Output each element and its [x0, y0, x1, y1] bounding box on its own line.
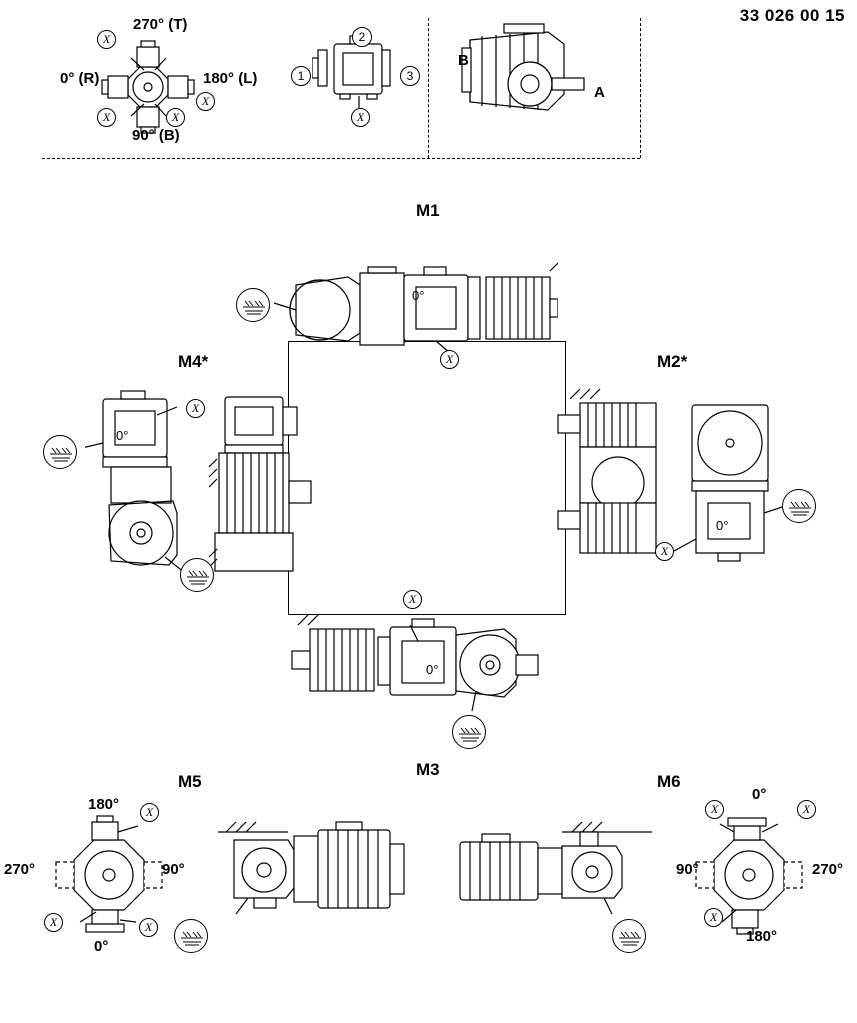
oil-symbol-m1 [236, 288, 270, 322]
terminal-box-position-2: 2 [352, 27, 372, 47]
angle-label-m4: 0° [116, 428, 129, 443]
x-marker-m5-bottomleft: X [44, 913, 63, 932]
shaft-position-top-label: 270° (T) [133, 16, 188, 33]
m5-angle-bottom: 0° [94, 938, 109, 955]
gear-unit-m2 [556, 383, 816, 583]
x-marker-m6-topleft: X [705, 800, 724, 819]
x-marker-m6-bottomleft: X [704, 908, 723, 927]
x-marker-m5-bottomright: X [139, 918, 158, 937]
shaft-position-diagram [100, 30, 210, 135]
x-marker-m4: X [186, 399, 205, 418]
mount-label-m6-text: M6 [657, 772, 681, 791]
gear-unit-m6 [452, 818, 672, 928]
m6-angle-bottom: 180° [746, 928, 778, 945]
mount-label-m1-text: M1 [416, 201, 440, 220]
document-number: 33 026 00 15 [739, 6, 845, 25]
mount-label-m2-asterisk: * [680, 352, 688, 371]
mount-label-m4-asterisk: * [201, 352, 209, 371]
oil-symbol-m4-bottom [180, 558, 214, 592]
group-m5-side [218, 818, 438, 928]
mount-label-m1 [416, 201, 440, 221]
m5-angle-left: 270° [4, 861, 36, 878]
legend-dash-right [640, 18, 641, 158]
legend-dash-bottom [42, 158, 640, 159]
oil-symbol-m4-left [43, 435, 77, 469]
oil-symbol-m3-glyph [453, 716, 486, 749]
angle-label-m1: 0° [412, 288, 425, 303]
legend-area [0, 0, 660, 165]
gear-side-b-label: B [458, 52, 469, 69]
angle-label-m3: 0° [426, 662, 439, 677]
oil-symbol-m6 [612, 919, 646, 953]
mount-label-m6 [657, 772, 681, 792]
oil-symbol-m5 [174, 919, 208, 953]
mount-label-m4 [178, 352, 208, 372]
m6-angle-top: 0° [752, 786, 767, 803]
oil-symbol-m5-glyph [175, 920, 208, 953]
oil-symbol-m2 [782, 489, 816, 523]
mount-label-m2-text: M2 [657, 352, 681, 371]
angle-label-m2: 0° [716, 518, 729, 533]
x-marker-legend-topleft: X [97, 30, 116, 49]
x-marker-m6-topright: X [797, 800, 816, 819]
x-marker-m1: X [440, 350, 459, 369]
x-marker-m3: X [403, 590, 422, 609]
terminal-box-position-3: 3 [400, 66, 420, 86]
oil-symbol-m4-left-glyph [44, 436, 77, 469]
shaft-position-bottom-label: 90° (B) [132, 127, 180, 144]
m5-angle-top: 180° [88, 796, 120, 813]
oil-symbol-m3 [452, 715, 486, 749]
shaft-position-left-label: 0° (R) [60, 70, 100, 87]
x-marker-m5-top: X [140, 803, 159, 822]
x-marker-legend-bottomleft: X [97, 108, 116, 127]
gear-sides-diagram [452, 22, 592, 122]
group-m2 [556, 383, 816, 583]
gear-unit-m1 [228, 255, 558, 365]
x-marker-terminal-bottom: X [351, 108, 370, 127]
mount-label-m5 [178, 772, 202, 792]
mount-label-m4-text: M4 [178, 352, 202, 371]
x-marker-legend-bottomright: X [166, 108, 185, 127]
oil-symbol-m6-glyph [613, 920, 646, 953]
m6-angle-left: 90° [676, 861, 699, 878]
gear-side-a-label: A [594, 84, 605, 101]
group-m6-side [452, 818, 672, 928]
x-marker-m2: X [655, 542, 674, 561]
m6-angle-right: 270° [812, 861, 844, 878]
group-m1 [228, 255, 558, 365]
legend-dash-divider [428, 18, 429, 158]
mounting-orientation-box [288, 341, 566, 615]
mount-label-m3 [416, 760, 440, 780]
shaft-position-right-label: 180° (L) [203, 70, 258, 87]
terminal-box-position-1: 1 [291, 66, 311, 86]
mount-label-m5-text: M5 [178, 772, 202, 791]
x-marker-legend-topright: X [196, 92, 215, 111]
mount-label-m3-text: M3 [416, 760, 440, 779]
mount-label-m2 [657, 352, 687, 372]
gear-unit-m5 [218, 818, 438, 928]
m5-angle-right: 90° [162, 861, 185, 878]
